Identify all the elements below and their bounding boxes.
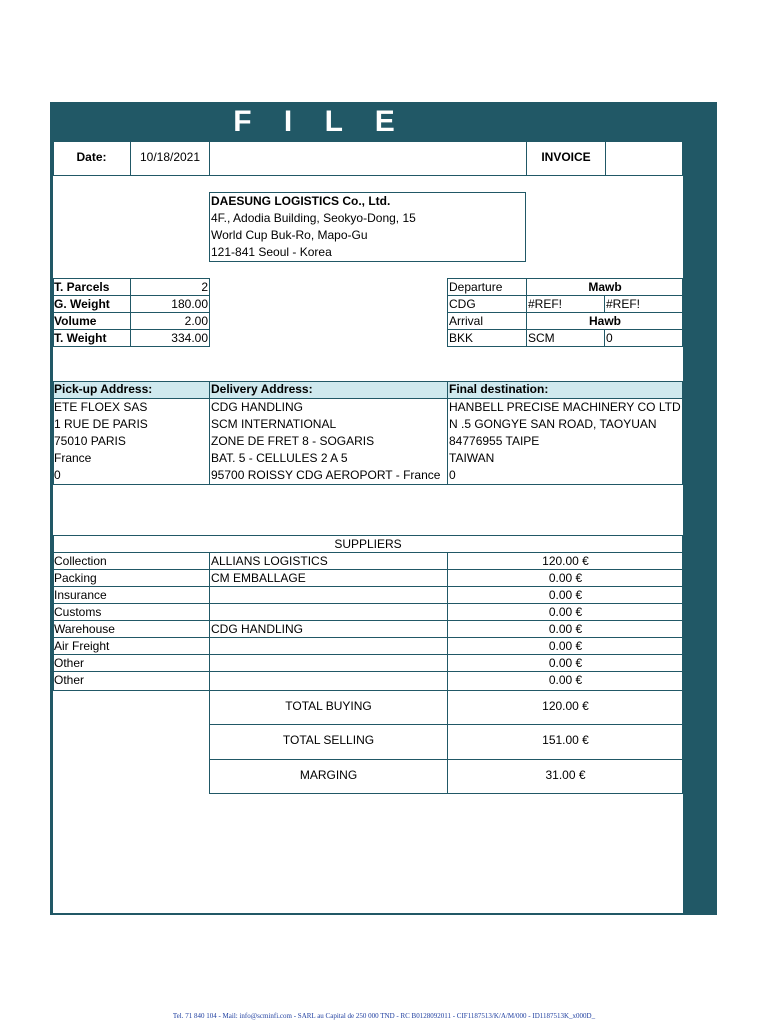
final-destination-line: HANBELL PRECISE MACHINERY CO LTD: [449, 400, 681, 414]
pickup-address-line: 1 RUE DE PARIS: [54, 417, 148, 431]
pickup-address-label: Pick-up Address:: [54, 382, 153, 396]
cost-amount[interactable]: 0.00 €: [548, 605, 583, 619]
arrival-value[interactable]: BKK: [449, 331, 474, 345]
final-destination-label: Final destination:: [449, 382, 549, 396]
shipment-label: T. Parcels: [54, 280, 110, 294]
divider: [209, 141, 210, 176]
final-destination-line: TAIWAN: [449, 451, 495, 465]
shipment-value[interactable]: 180.00: [171, 297, 208, 311]
mawb-ref[interactable]: #REF!: [528, 297, 563, 311]
cost-amount[interactable]: 0.00 €: [548, 656, 583, 670]
shipment-label: G. Weight: [54, 297, 110, 311]
delivery-address-label: Delivery Address:: [211, 382, 313, 396]
address-line: 4F., Adodia Building, Seokyo-Dong, 15: [211, 211, 416, 225]
date-value[interactable]: 10/18/2021: [139, 150, 201, 164]
shipment-value[interactable]: 2.00: [184, 314, 208, 328]
delivery-address-line: 95700 ROISSY CDG AEROPORT - France: [211, 468, 441, 482]
supplier-name[interactable]: ALLIANS LOGISTICS: [211, 554, 328, 568]
address-line: DAESUNG LOGISTICS Co., Ltd.: [211, 194, 391, 208]
cost-amount[interactable]: 0.00 €: [548, 588, 583, 602]
arrival-label: Arrival: [449, 314, 484, 328]
hawb-label: Hawb: [588, 314, 621, 328]
suppliers-heading: SUPPLIERS: [334, 537, 402, 551]
total-buying-label: TOTAL BUYING: [285, 699, 372, 713]
cost-amount[interactable]: 0.00 €: [548, 673, 583, 687]
departure-value[interactable]: CDG: [449, 297, 476, 311]
shipment-label: Volume: [54, 314, 97, 328]
cost-label: Insurance: [54, 588, 107, 602]
delivery-address-line: ZONE DE FRET 8 - SOGARIS: [211, 434, 375, 448]
divider: [209, 759, 683, 760]
cost-label: Customs: [54, 605, 102, 619]
departure-label: Departure: [449, 280, 503, 294]
cost-label: Air Freight: [54, 639, 110, 653]
cost-label: Warehouse: [54, 622, 115, 636]
supplier-name[interactable]: CM EMBALLAGE: [211, 571, 306, 585]
supplier-name[interactable]: [210, 672, 447, 688]
cost-amount[interactable]: 0.00 €: [548, 639, 583, 653]
delivery-address-line: BAT. 5 - CELLULES 2 A 5: [211, 451, 348, 465]
shipment-value[interactable]: 2: [201, 280, 208, 294]
footer-company-info: Tel. 71 840 104 - Mail: info@scminfi.com - SARL au Capital de 250 000 TND - RC B0128092011 - CIF1187513/K/A/M/000 - ID1187513K_x000D_: [172, 1012, 596, 1020]
pickup-address-line: France: [54, 451, 92, 465]
final-destination-line: N .5 GONGYE SAN ROAD, TAOYUAN: [449, 417, 657, 431]
final-destination-line: 0: [449, 468, 456, 482]
pickup-address-line: ETE FLOEX SAS: [54, 400, 148, 414]
total-selling-value: 151.00 €: [542, 733, 589, 747]
address-line: World Cup Buk-Ro, Mapo-Gu: [211, 228, 368, 242]
shipment-label: T. Weight: [54, 331, 107, 345]
invoice-value[interactable]: [606, 149, 683, 165]
cost-label: Collection: [54, 554, 107, 568]
file-title: F I L E: [233, 105, 407, 138]
hawb-value[interactable]: SCM: [528, 331, 555, 345]
total-selling-label: TOTAL SELLING: [282, 733, 375, 747]
supplier-name[interactable]: CDG HANDLING: [211, 622, 304, 636]
cost-label: Other: [54, 656, 85, 670]
mawb-ref[interactable]: #REF!: [606, 297, 641, 311]
supplier-name[interactable]: [210, 604, 447, 620]
date-label: Date:: [76, 150, 107, 164]
final-destination-line: 84776955 TAIPE: [449, 434, 540, 448]
supplier-name[interactable]: [210, 655, 447, 671]
cost-label: Other: [54, 673, 85, 687]
cost-amount[interactable]: 0.00 €: [548, 622, 583, 636]
shipment-value[interactable]: 334.00: [171, 331, 208, 345]
supplier-name[interactable]: [210, 638, 447, 654]
cost-amount[interactable]: 0.00 €: [548, 571, 583, 585]
address-line: 121-841 Seoul - Korea: [211, 245, 332, 259]
hawb-value[interactable]: 0: [606, 331, 613, 345]
mawb-label: Mawb: [588, 280, 622, 294]
pickup-address-line: 0: [54, 468, 61, 482]
cost-label: Packing: [54, 571, 97, 585]
invoice-label: INVOICE: [541, 150, 591, 164]
delivery-address-line: CDG HANDLING: [211, 400, 304, 414]
margin-value: 31.00 €: [545, 768, 586, 782]
pickup-address-line: 75010 PARIS: [54, 434, 126, 448]
total-buying-value: 120.00 €: [542, 699, 589, 713]
cost-amount[interactable]: 120.00 €: [542, 554, 589, 568]
delivery-address-line: SCM INTERNATIONAL: [211, 417, 337, 431]
margin-label: MARGING: [299, 768, 358, 782]
divider: [209, 724, 683, 725]
supplier-name[interactable]: [210, 587, 447, 603]
